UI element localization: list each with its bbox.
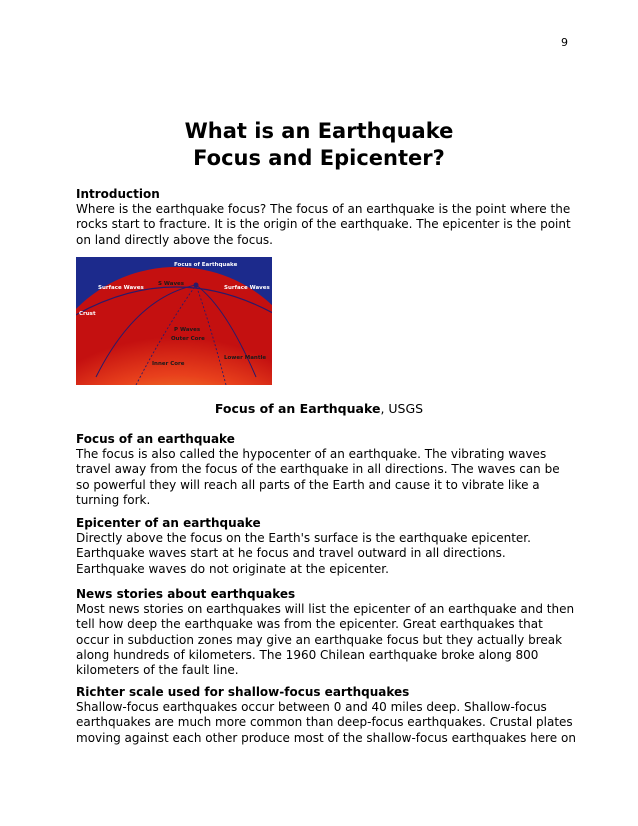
label-s-waves: S Waves <box>158 281 185 287</box>
title-line-1: What is an Earthquake <box>184 119 454 143</box>
section-richter <box>76 685 576 746</box>
section-text: Most news stories on earthquakes will list the epicenter of an earthquake and then tell how deep the earthquake was from the epicenter. Great earthquakes that occur in subduction zones may give an earthquake focus but they actually break along hundreds of kilometers. The 1960 Chilean earthquake broke along 800 kilometers of the fault line. <box>76 602 575 678</box>
section-epicenter <box>76 516 576 577</box>
section-heading: Focus of an earthquake <box>76 432 235 446</box>
label-crust: Crust <box>79 311 96 317</box>
caption-source: , USGS <box>380 401 424 416</box>
intro-section <box>76 187 576 248</box>
earthquake-diagram <box>76 257 272 385</box>
title-line-2: Focus and Epicenter? <box>193 146 445 170</box>
section-news <box>76 587 576 678</box>
focus-marker <box>194 283 199 288</box>
intro-text: Where is the earthquake focus? The focus of an earthquake is the point where the rocks start to fracture. It is the origin of the earthquake. The epicenter is the point on land directly above the focus. <box>76 202 571 247</box>
section-heading: Epicenter of an earthquake <box>76 516 261 530</box>
section-focus <box>76 432 576 508</box>
page-title <box>0 118 638 172</box>
page-number: 9 <box>561 36 568 49</box>
intro-heading: Introduction <box>76 187 160 201</box>
section-text: Shallow-focus earthquakes occur between 0 and 40 miles deep. Shallow-focus earthquakes are much more common than deep-focus earthquakes. Crustal plates moving against each other produce most of the shallow-focus earthquakes here on <box>76 700 576 745</box>
section-heading: Richter scale used for shallow-focus earthquakes <box>76 685 410 699</box>
label-p-waves: P Waves <box>174 327 201 333</box>
label-surface-waves-left: Surface Waves <box>98 285 144 291</box>
label-lower-mantle: Lower Mantle <box>224 355 267 361</box>
label-inner-core: Inner Core <box>152 361 185 367</box>
label-outer-core: Outer Core <box>171 336 205 342</box>
section-heading: News stories about earthquakes <box>76 587 296 601</box>
label-surface-waves-right: Surface Waves <box>224 285 270 291</box>
label-focus: Focus of Earthquake <box>174 262 238 268</box>
figure-caption <box>0 401 638 416</box>
section-text: The focus is also called the hypocenter of an earthquake. The vibrating waves travel away from the focus of the earthquake in all directions. The waves can be so powerful they will reach all parts of the Earth and cause it to vibrate like a turning fork. <box>76 447 560 507</box>
section-text: Directly above the focus on the Earth's surface is the earthquake epicenter. Earthquake waves start at he focus and travel outward in all directions. Earthquake waves do not originate at the epicenter. <box>76 531 531 576</box>
caption-title: Focus of an Earthquake <box>214 401 381 416</box>
